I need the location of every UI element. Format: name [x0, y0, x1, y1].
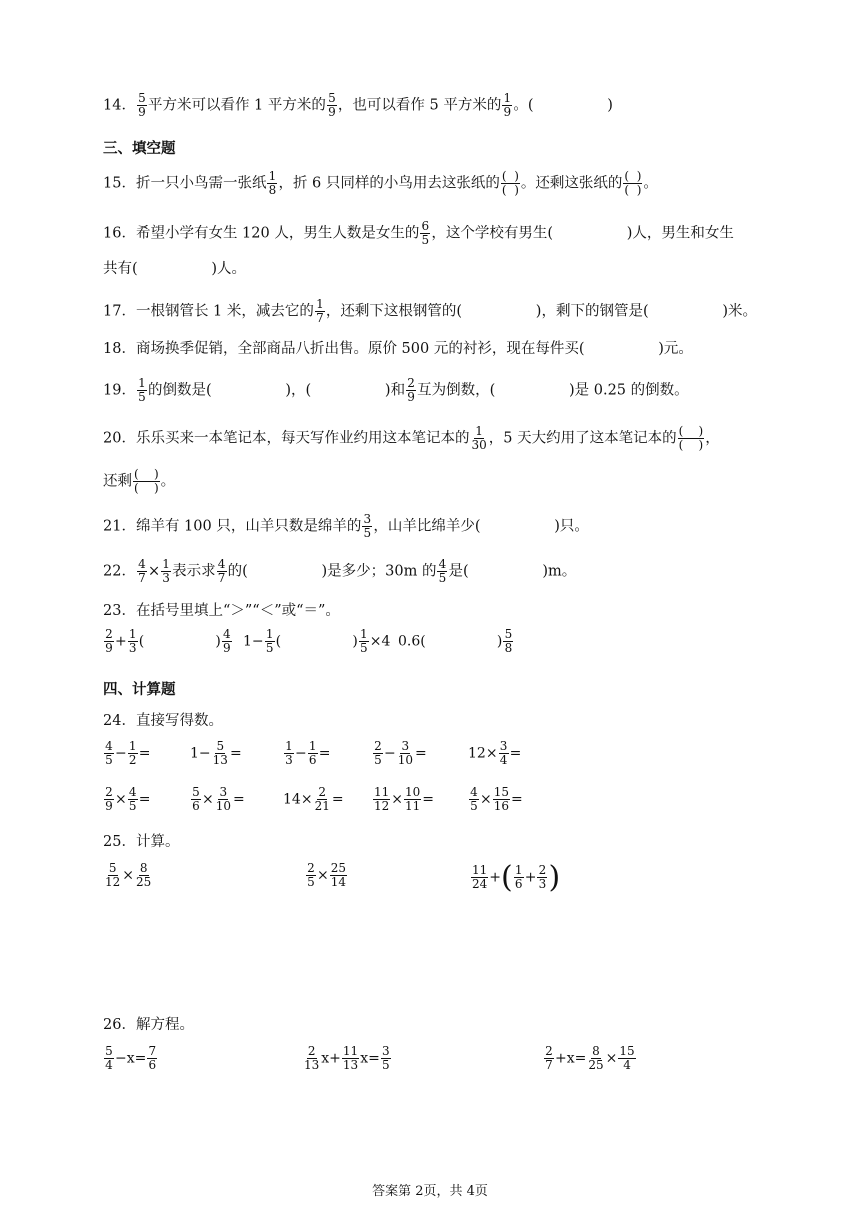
answer-blank[interactable]: =	[422, 791, 435, 808]
answer-blank[interactable]: =	[229, 745, 242, 762]
question-14: 14． $\frac{5}{9}$ 平方米可以看作 1 平方米的 $\frac{5}{9}$ ，也可以看作 5 平方米的 $\frac{1}{9}$ 。( )	[103, 91, 613, 119]
fraction: $\frac{5}{13}$	[212, 739, 228, 767]
compare-expr-3: 0.6( ) $\frac{5}{8}$	[398, 627, 513, 655]
answer-blank[interactable]: =	[138, 745, 151, 762]
question-22: 22． $\frac{4}{7}$ × $\frac{1}{3}$ 表示求 $\frac{4}{7}$ 的( )是多少；30m 的 $\frac{4}{5}$ 是( )m。	[103, 557, 577, 585]
question-26: 26．解方程。	[103, 1017, 194, 1033]
question-20-cont: 还剩 $\frac{( )}{( )}$ 。	[103, 467, 176, 495]
answer-blank[interactable]: ( )	[420, 633, 503, 650]
fraction: $\frac{1}{6}$	[308, 739, 317, 767]
equation-3: $\frac{2}{7}$ +x= $\frac{8}{25}$ × $\frac{15}{4}$	[545, 1044, 635, 1072]
oral-calc-item: 1− $\frac{5}{13}$ =	[190, 739, 242, 767]
fraction: $\frac{3}{5}$	[363, 512, 372, 540]
answer-fraction-blank[interactable]: $\frac{( )}{( )}$	[624, 169, 642, 197]
compare-expr-2: 1− $\frac{1}{5}$ ( ) $\frac{1}{5}$ ×4	[243, 627, 391, 655]
question-21: 21．绵羊有 100 只，山羊只数是绵羊的 $\frac{3}{5}$ ，山羊比绵羊少( )只。	[103, 512, 589, 540]
calc-expr-2: $\frac{2}{5}$ × $\frac{25}{14}$	[307, 861, 347, 889]
answer-blank[interactable]: ，山羊比绵羊少( )只。	[373, 518, 589, 535]
fraction: $\frac{3}{10}$	[215, 785, 232, 813]
fraction: $\frac{3}{10}$	[397, 739, 414, 767]
fraction: $\frac{4}{5}$	[128, 785, 137, 813]
fraction: $\frac{4}{5}$	[105, 739, 113, 767]
answer-blank[interactable]: 的( )是多少；30m 的	[227, 563, 437, 580]
answer-blank[interactable]: ，这个学校有男生( )人，男生和女生	[431, 225, 734, 242]
fraction: $\frac{2}{9}$	[407, 376, 415, 404]
question-19: 19． $\frac{1}{5}$ 的倒数是( )，( )和 $\frac{2}{9}$ 互为倒数，( )是 0.25 的倒数。	[103, 376, 689, 404]
answer-blank[interactable]: 共有( )人。	[103, 261, 247, 277]
page-footer: 答案第 2页，共 4页	[372, 1184, 488, 1199]
oral-calc-item: $\frac{11}{12}$ × $\frac{10}{11}$ =	[374, 785, 435, 813]
fraction: $\frac{1}{3}$	[162, 557, 170, 585]
question-17: 17．一根钢管长 1 米，减去它的 $\frac{1}{7}$ ，还剩下这根钢管的( )，剩下的钢管是( )米。	[103, 297, 758, 325]
equation-2: $\frac{2}{13}$ x+ $\frac{11}{13}$ x= $\frac{3}{5}$	[304, 1044, 390, 1072]
fraction: $\frac{1}{2}$	[128, 739, 137, 767]
oral-calc-item: 14× $\frac{2}{21}$ =	[283, 785, 344, 813]
oral-calc-item: $\frac{2}{5}$ − $\frac{3}{10}$ =	[374, 739, 427, 767]
fraction: $\frac{2}{5}$	[374, 739, 382, 767]
question-16-cont	[103, 260, 246, 278]
answer-blank[interactable]: =	[331, 791, 344, 808]
oral-calc-item: $\frac{4}{5}$ − $\frac{1}{2}$ =	[105, 739, 151, 767]
fraction: $\frac{2}{21}$	[314, 785, 330, 813]
question-15: 15．折一只小鸟需一张纸 $\frac{1}{8}$ ，折 6 只同样的小鸟用去这张纸的 $\frac{( )}{( )}$ 。还剩这张纸的 $\frac{( )}{( )}$ 。	[103, 169, 658, 197]
fraction: $\frac{3}{4}$	[499, 739, 508, 767]
answer-blank[interactable]: 是( )m。	[448, 563, 577, 580]
fraction: $\frac{2}{9}$	[105, 785, 113, 813]
fraction: $\frac{1}{7}$	[316, 297, 324, 325]
answer-blank[interactable]: =	[318, 745, 331, 762]
fraction: $\frac{10}{11}$	[405, 785, 421, 813]
answer-blank[interactable]: =	[509, 745, 522, 762]
answer-blank[interactable]: ( )	[138, 633, 221, 650]
section-heading-fill-blank: 三、填空题	[103, 141, 176, 157]
answer-blank[interactable]: 商场换季促销，全部商品八折出售。原价 500 元的衬衫，现在每件买( )元。	[135, 341, 693, 357]
oral-calc-item: $\frac{4}{5}$ × $\frac{15}{16}$ =	[470, 785, 523, 813]
question-16: 16．希望小学有女生 120 人，男生人数是女生的 $\frac{6}{5}$ ，这个学校有男生( )人，男生和女生	[103, 219, 734, 247]
fraction: $\frac{6}{5}$	[421, 219, 430, 247]
fraction: $\frac{11}{12}$	[374, 785, 390, 813]
oral-calc-item: 12× $\frac{3}{4}$ =	[468, 739, 522, 767]
calc-expr-3: $\frac{11}{24}$ +( $\frac{1}{6}$ + $\frac{2}{3}$ )	[472, 860, 561, 895]
fraction: $\frac{15}{16}$	[493, 785, 510, 813]
answer-fraction-blank[interactable]: $\frac{( )}{( )}$	[501, 169, 519, 197]
fraction: $\frac{1}{30}$	[471, 424, 487, 452]
answer-blank[interactable]: 互为倒数，( )是 0.25 的倒数。	[417, 382, 689, 399]
answer-blank[interactable]: ( )	[275, 633, 358, 650]
fraction: $\frac{1}{9}$	[503, 91, 512, 119]
fraction: $\frac{5}{9}$	[138, 91, 146, 119]
equation-1: $\frac{5}{4}$ −x= $\frac{7}{6}$	[105, 1044, 157, 1072]
fraction: $\frac{5}{6}$	[192, 785, 200, 813]
fraction: $\frac{4}{5}$	[438, 557, 447, 585]
answer-blank[interactable]: =	[415, 745, 427, 762]
fraction: $\frac{5}{9}$	[328, 91, 336, 119]
oral-calc-item: $\frac{2}{9}$ × $\frac{4}{5}$ =	[105, 785, 151, 813]
answer-fraction-blank[interactable]: $\frac{( )}{( )}$	[678, 424, 704, 452]
question-24: 24．直接写得数。	[103, 713, 223, 729]
question-25: 25．计算。	[103, 834, 180, 850]
answer-blank[interactable]: ，还剩下这根钢管的( )，剩下的钢管是( )米。	[325, 303, 758, 320]
calc-expr-1: $\frac{5}{12}$ × $\frac{8}{25}$	[105, 861, 152, 889]
oral-calc-item: $\frac{1}{3}$ − $\frac{1}{6}$ =	[285, 739, 331, 767]
answer-blank[interactable]: =	[511, 791, 523, 808]
answer-blank[interactable]: =	[233, 791, 245, 808]
answer-blank[interactable]: 的倒数是( )，( )和	[147, 382, 406, 399]
fraction: $\frac{4}{7}$	[217, 557, 226, 585]
fraction: $\frac{4}{7}$	[138, 557, 146, 585]
fraction: $\frac{1}{3}$	[285, 739, 293, 767]
fraction: $\frac{4}{5}$	[470, 785, 478, 813]
fraction: $\frac{1}{5}$	[138, 376, 146, 404]
answer-blank[interactable]: 。( )	[513, 97, 613, 114]
answer-fraction-blank[interactable]: $\frac{( )}{( )}$	[134, 467, 159, 495]
oral-calc-item: $\frac{5}{6}$ × $\frac{3}{10}$ =	[192, 785, 245, 813]
question-23: 23．在括号里填上“＞”“＜”或“＝”。	[103, 603, 340, 619]
section-heading-calculation: 四、计算题	[103, 682, 176, 698]
question-20: 20．乐乐买来一本笔记本，每天写作业约用这本笔记本的 $\frac{1}{30}$ ，5 天大约用了这本笔记本的 $\frac{( )}{( )}$ ，	[103, 424, 720, 452]
question-18: 18．商场换季促销，全部商品八折出售。原价 500 元的衬衫，现在每件买( )元。	[103, 341, 693, 357]
compare-expr-1: $\frac{2}{9}$ + $\frac{1}{3}$ ( ) $\frac{4}{9}$	[105, 627, 231, 655]
answer-blank[interactable]: =	[138, 791, 151, 808]
fraction: $\frac{1}{8}$	[268, 169, 277, 197]
